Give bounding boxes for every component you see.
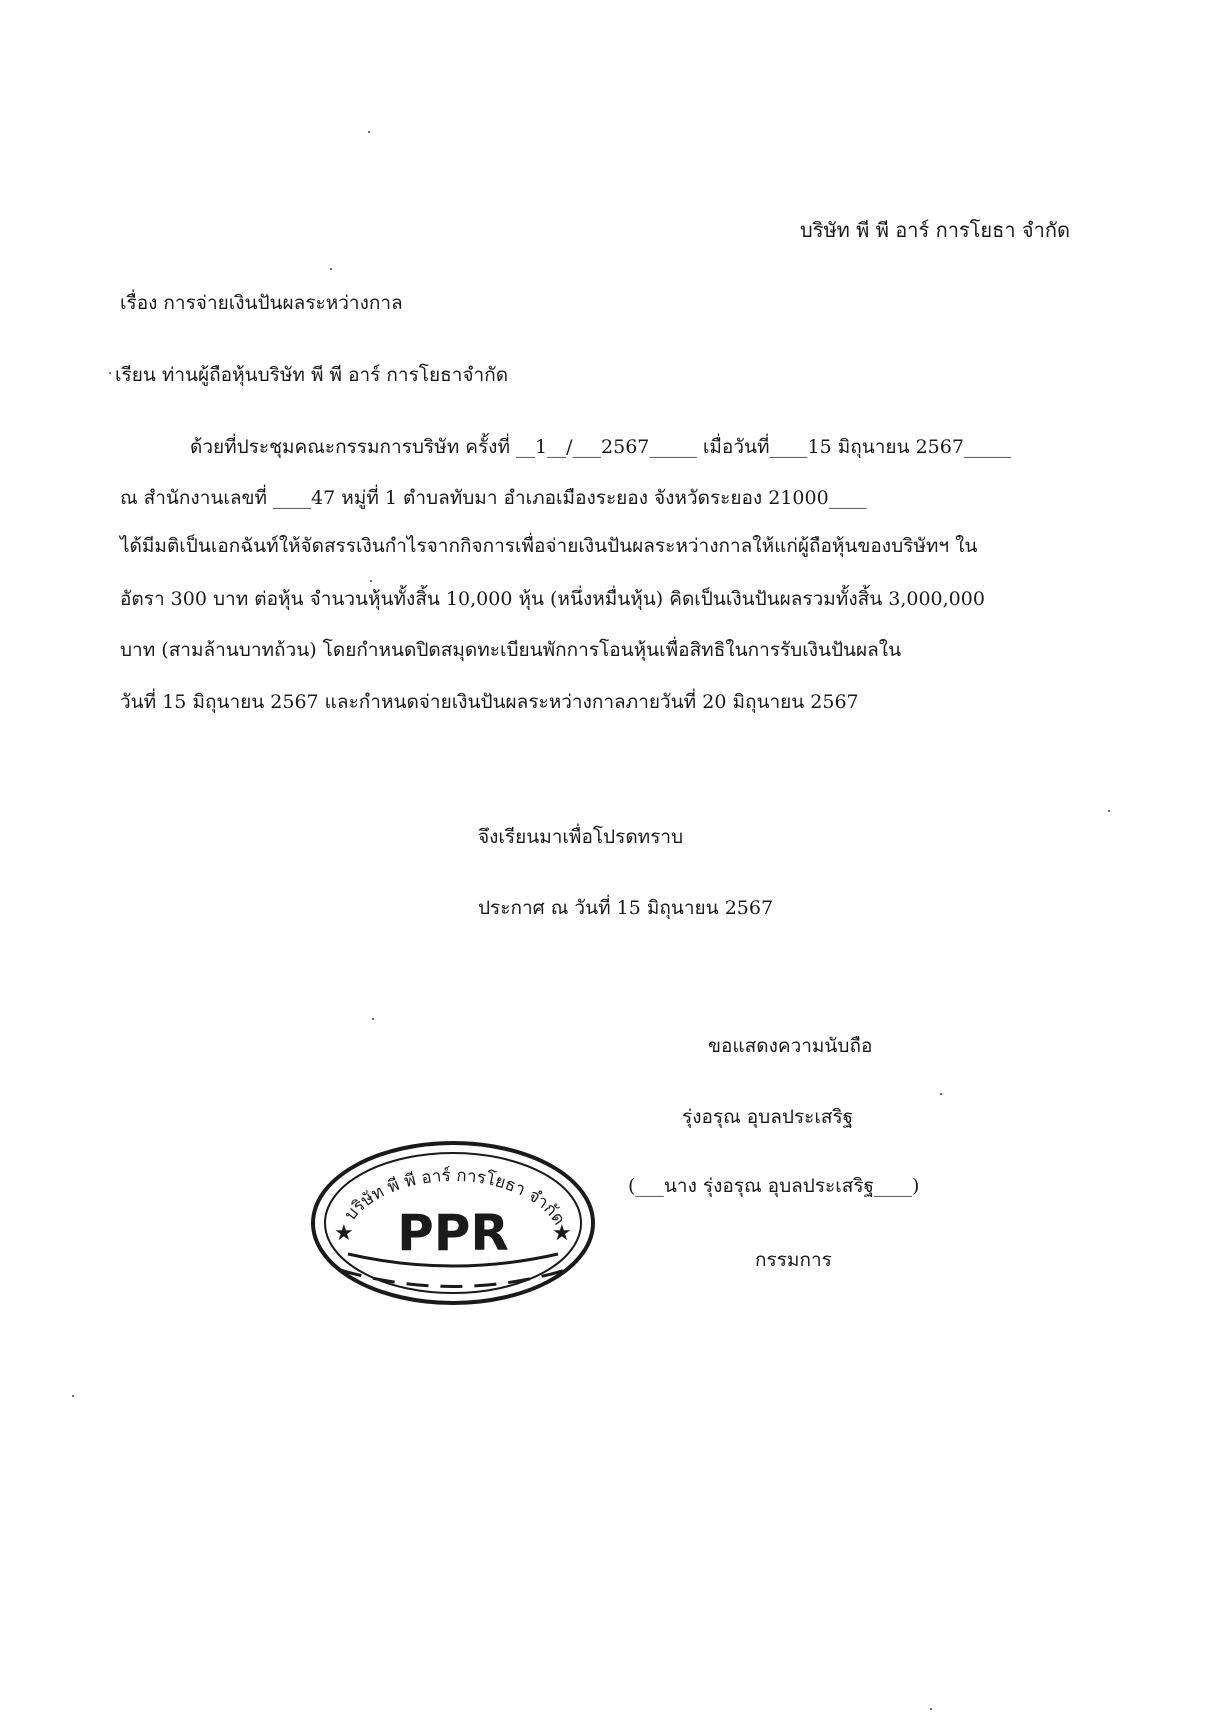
scan-speck <box>940 1093 942 1095</box>
company-stamp <box>308 1138 598 1308</box>
scan-speck <box>1108 810 1110 812</box>
body-line-1: ด้วยที่ประชุมคณะกรรมการบริษัท ครั้งที่ __1__/___2567_____ เมื่อวันที่____15 มิถุนายน 2567_____ <box>190 436 1012 458</box>
body-line-5: บาท (สามล้านบาทถ้วน) โดยกำหนดปิดสมุดทะเบียนพักการโอนหุ้นเพื่อสิทธิในการรับเงินปันผลใน <box>120 639 902 661</box>
scan-speck <box>109 372 111 374</box>
signatory-position: กรรมการ <box>755 1249 832 1271</box>
stamp-company-arc: บริษัท พี พี อาร์ การโยธา จำกัด <box>340 1165 569 1229</box>
body-line-3: ได้มีมติเป็นเอกฉันท์ให้จัดสรรเงินกำไรจากกิจการเพื่อจ่ายเงินปันผลระหว่างกาลให้แก่ผู้ถือหุ้นของบริษัทฯ ใน <box>120 535 978 557</box>
scan-speck <box>372 1018 374 1020</box>
star-icon: ★ <box>334 1221 354 1246</box>
star-icon: ★ <box>552 1221 572 1246</box>
closing-notify: จึงเรียนมาเพื่อโปรดทราบ <box>478 826 684 848</box>
announcement-date: ประกาศ ณ วันที่ 15 มิถุนายน 2567 <box>478 897 774 919</box>
recipient-line: เรียน ท่านผู้ถือหุ้นบริษัท พี พี อาร์ การโยธาจำกัด <box>115 364 509 386</box>
handwritten-signature: รุ่งอรุณ อุบลประเสริฐ <box>682 1106 854 1128</box>
company-name-header: บริษัท พี พี อาร์ การโยธา จำกัด <box>800 218 1070 242</box>
subject-line: เรื่อง การจ่ายเงินปันผลระหว่างกาล <box>120 292 403 314</box>
scan-speck <box>72 1395 74 1397</box>
scan-speck <box>930 1708 932 1710</box>
scan-speck <box>370 580 372 582</box>
body-line-2: ณ สำนักงานเลขที่ ____47 หมู่ที่ 1 ตำบลทับมา อำเภอเมืองระยอง จังหวัดระยอง 21000____ <box>120 487 867 509</box>
regards-text: ขอแสดงความนับถือ <box>708 1035 873 1057</box>
scan-speck <box>330 268 332 270</box>
scan-speck <box>368 131 370 133</box>
body-line-6: วันที่ 15 มิถุนายน 2567 และกำหนดจ่ายเงินปันผลระหว่างกาลภายวันที่ 20 มิถุนายน 2567 <box>120 691 859 713</box>
printed-signatory-name: (___นาง รุ่งอรุณ อุบลประเสริฐ____) <box>628 1175 920 1197</box>
stamp-logo-ppr: PPR <box>397 1204 509 1262</box>
body-line-4: อัตรา 300 บาท ต่อหุ้น จำนวนหุ้นทั้งสิ้น 10,000 หุ้น (หนึ่งหมื่นหุ้น) คิดเป็นเงินปันผลรวมทั้งสิ้น 3,000,000 <box>120 588 985 610</box>
